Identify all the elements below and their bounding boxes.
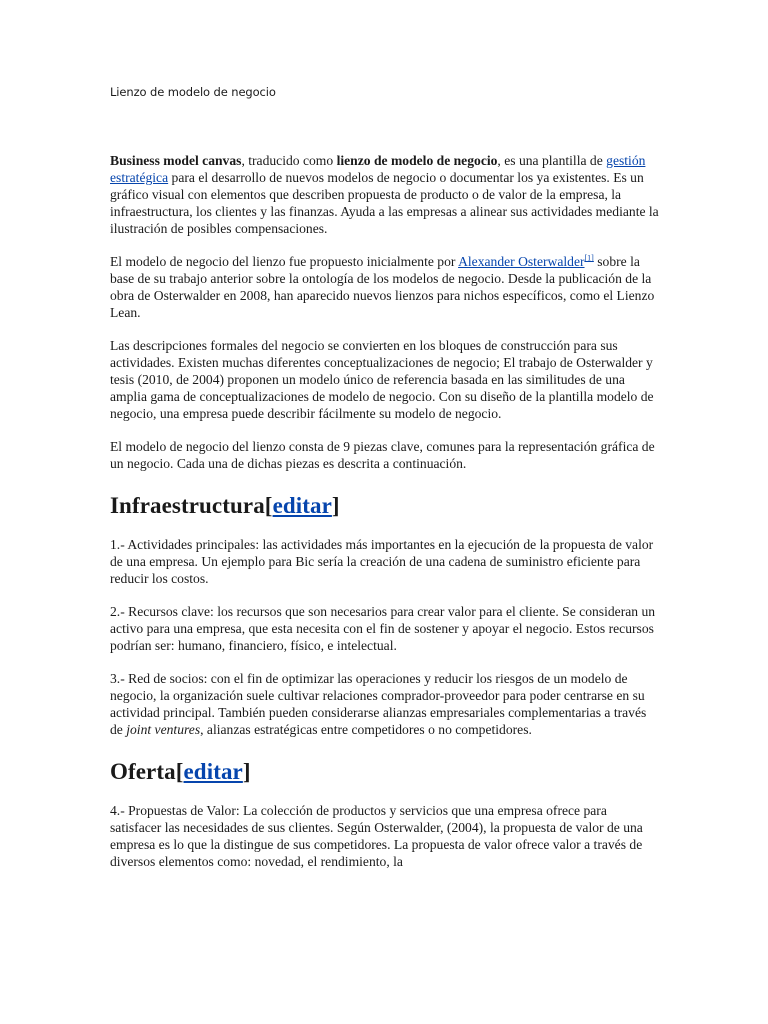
link-alexander-osterwalder[interactable]: Alexander Osterwalder [458,254,585,269]
socios-joint-ventures: joint ventures [126,722,201,737]
paragraph-intro [110,152,660,237]
intro-text-1: , traducido como [241,153,337,168]
paragraph-origin [110,253,660,321]
reference-link-1[interactable]: [1] [584,253,594,263]
origin-text-1: El modelo de negocio del lienzo fue propuesto inicialmente por [110,254,459,269]
intro-text-3: para el desarrollo de nuevos modelos de negocio o documentar los ya existentes. Es un gráfico visual con elementos que describen propuesta de producto o de valor de la empresa, la infraestructura, los clientes y las finanzas. Ayuda a las empresas a alinear sus actividades mediante la ilustración de posibles compensaciones. [110,170,659,236]
edit-link-infraestructura[interactable]: editar [272,493,332,518]
document-title: Lienzo de modelo de negocio [110,85,276,99]
intro-text-2: , es una plantilla de [497,153,607,168]
term-lienzo: lienzo de modelo de negocio [336,153,498,168]
link-gestion-estrategica[interactable]: gestión estratégica [110,153,646,185]
paragraph-nine-pieces: El modelo de negocio del lienzo consta de 9 piezas clave, comunes para la representación gráfica de un negocio. Cada una de dichas piezas es descrita a continuación. [110,439,655,471]
bracket-close: ] [242,759,251,784]
term-business-model-canvas: Business model canvas [110,153,242,168]
heading-oferta-text: Oferta [110,759,176,784]
heading-infraestructura [110,492,660,520]
bracket-open: [ [264,493,273,518]
heading-infraestructura-text: Infraestructura [110,493,265,518]
edit-link-oferta[interactable]: editar [183,759,243,784]
socios-text-2: , alianzas estratégicas entre competidores o no competidores. [200,722,532,737]
socios-text-1: 3.- Red de socios: con el fin de optimizar las operaciones y reducir los riesgos de un modelo de negocio, la organización suele cultivar relaciones comprador-proveedor para poder centrarse en su actividad principal. También pueden considerarse alianzas empresariales complementarias a través de [110,671,647,737]
bracket-open: [ [175,759,184,784]
heading-oferta [110,758,660,786]
origin-text-2: sobre la base de su trabajo anterior sobre la ontología de los modelos de negocio. Desde la publicación de la obra de Osterwalder en 2008, han aparecido nuevos lienzos para nichos específicos, como el Lienzo Lean. [110,254,655,320]
paragraph-descriptions: Las descripciones formales del negocio se convierten en los bloques de construcción para sus actividades. Existen muchas diferentes conceptualizaciones de negocio; El trabajo de Osterwalder y tesis (2010, de 2004) proponen un modelo único de referencia basada en las similitudes de una amplia gama de conceptualizaciones de modelo de negocio. Con su diseño de la plantilla modelo de negocio, una empresa puede describir fácilmente su modelo de negocio. [110,338,654,421]
document-body [110,84,660,886]
bracket-close: ] [331,493,340,518]
list-item-actividades: 1.- Actividades principales: las actividades más importantes en la ejecución de la propuesta de valor de una empresa. Un ejemplo para Bic sería la creación de una cadena de suministro eficiente para reducir los costos. [110,537,654,586]
list-item-red-de-socios [110,670,660,738]
list-item-propuestas-de-valor: 4.- Propuestas de Valor: La colección de productos y servicios que una empresa ofrece para satisfacer las necesidades de sus clientes. Según Osterwalder, (2004), la propuesta de valor de una empresa es lo que la distingue de sus competidores. La propuesta de valor ofrece valor a través de diversos elementos como: novedad, el rendimiento, la [110,803,643,869]
list-item-recursos: 2.- Recursos clave: los recursos que son necesarios para crear valor para el cliente. Se consideran un activo para una empresa, que esta necesita con el fin de sostener y apoyar el negocio. Estos recursos podrían ser: humano, financiero, físico, e intelectual. [110,604,656,653]
